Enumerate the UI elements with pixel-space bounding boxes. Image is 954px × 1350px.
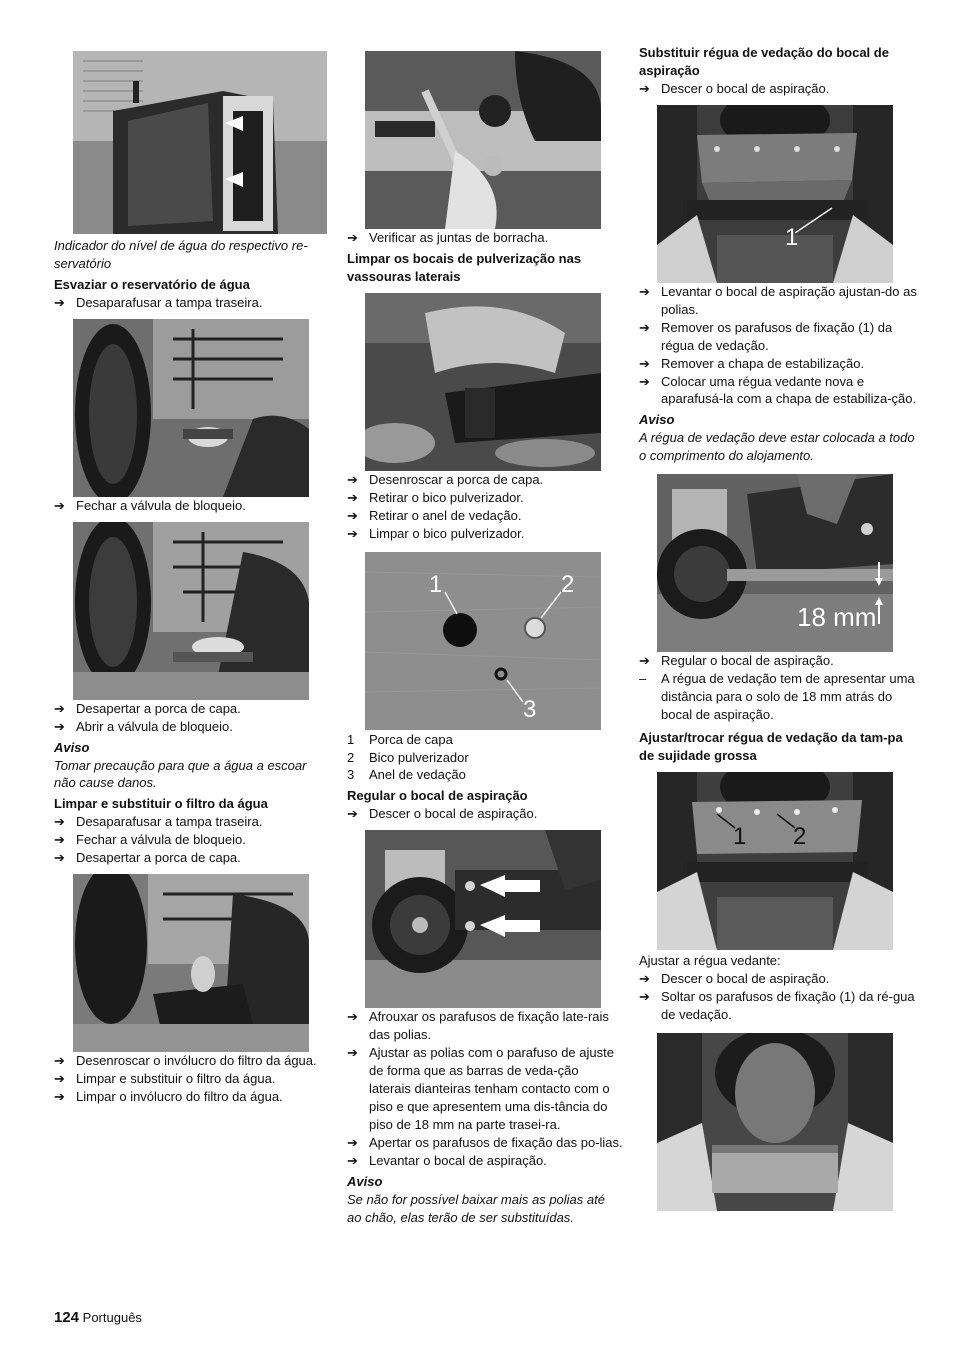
step bbox=[639, 355, 917, 373]
step-text: Desaparafusar a tampa traseira. bbox=[76, 814, 263, 830]
heading-water-filter: Limpar e substituir o filtro da água bbox=[54, 796, 268, 812]
step-text: Regular o bocal de aspiração. bbox=[661, 653, 834, 669]
step bbox=[347, 525, 623, 543]
callout-label-1: 1 bbox=[785, 223, 799, 251]
photo-nozzle-parts bbox=[365, 552, 601, 730]
step-text: Limpar o invólucro do filtro da água. bbox=[76, 1089, 283, 1104]
heading-regulate-nozzle: Regular o bocal de aspiração bbox=[347, 788, 528, 804]
step-text: Retirar o bico pulverizador. bbox=[369, 489, 524, 505]
arrow-icon: ➔ bbox=[54, 1071, 65, 1087]
notice-text: Se não for possível baixar mais as polias até ao chão, elas terão de ser substituídas. bbox=[347, 1191, 605, 1225]
arrow-icon: ➔ bbox=[347, 471, 358, 487]
step-text: Apertar os parafusos de fixação das po-lias. bbox=[369, 1134, 623, 1150]
arrow-icon: ➔ bbox=[639, 970, 650, 986]
step-text: Desaparafusar a tampa traseira. bbox=[76, 294, 263, 310]
photo-filter-housing bbox=[73, 874, 309, 1052]
step bbox=[639, 988, 917, 1024]
step bbox=[54, 849, 330, 867]
step-text: Descer o bocal de aspiração. bbox=[661, 970, 830, 986]
heading-coarse-dirt-flap: Ajustar/trocar régua de vedação da tam-pa de sujidade grossa bbox=[639, 729, 903, 763]
step bbox=[54, 813, 330, 831]
photo-rubber-seals bbox=[365, 51, 601, 229]
step-text: Levantar o bocal de aspiração ajustan-do as polias. bbox=[661, 283, 917, 317]
item-number: 2 bbox=[347, 749, 355, 765]
notice-title: Aviso bbox=[347, 1173, 383, 1189]
parts-list-item bbox=[347, 766, 623, 784]
step bbox=[54, 1070, 330, 1088]
callout-label-3: 3 bbox=[523, 695, 537, 723]
dash-item bbox=[639, 670, 917, 724]
heading-replace-seal: Substituir régua de vedação do bocal de aspiração bbox=[639, 45, 889, 78]
photo-coarse-flap-bottom bbox=[657, 1033, 893, 1211]
photo-vehicle-cab bbox=[73, 51, 327, 234]
step-text: Verificar as juntas de borracha. bbox=[369, 230, 549, 245]
step-text: Desenroscar a porca de capa. bbox=[369, 471, 544, 487]
step bbox=[639, 80, 917, 98]
notice-text: A régua de vedação deve estar colocada a todo o comprimento do alojamento. bbox=[639, 430, 915, 464]
arrow-icon: ➔ bbox=[347, 525, 358, 541]
step-text: Fechar a válvula de bloqueio. bbox=[76, 497, 246, 513]
step bbox=[54, 1088, 330, 1106]
step bbox=[639, 283, 917, 319]
step-text: Desenroscar o invólucro do filtro da água. bbox=[76, 1053, 317, 1069]
arrow-icon: ➔ bbox=[54, 1053, 65, 1069]
step bbox=[639, 970, 917, 988]
callout-label-2: 2 bbox=[561, 570, 575, 598]
step-text: Ajustar as polias com o parafuso de ajuste de forma que as barras de veda-ção laterais dianteiras tenham contacto com o piso e que apresentem uma dis-tância do piso de 18 mm na parte trasei-ra. bbox=[369, 1045, 614, 1132]
step-text: Retirar o anel de vedação. bbox=[369, 507, 522, 523]
caption-water-level: Indicador do nível de água do respectivo re-servatório bbox=[54, 238, 308, 271]
heading-drain-tank: Esvaziar o reservatório de água bbox=[54, 276, 250, 292]
arrow-icon: ➔ bbox=[639, 988, 650, 1004]
step-text: Desapertar a porca de capa. bbox=[76, 700, 241, 716]
arrow-icon: ➔ bbox=[54, 294, 65, 310]
step-text: Descer o bocal de aspiração. bbox=[661, 80, 830, 96]
item-number: 3 bbox=[347, 767, 355, 783]
item-label: Bico pulverizador bbox=[369, 749, 469, 765]
dash-text: A régua de vedação tem de apresentar uma distância para o solo de 18 mm atrás do bocal de aspiração. bbox=[661, 671, 915, 722]
arrow-icon: ➔ bbox=[639, 283, 650, 299]
photo-coarse-flap-seal bbox=[657, 772, 893, 950]
step bbox=[54, 294, 330, 312]
notice-text: Tomar precaução para que a água a escoar não cause danos. bbox=[54, 757, 307, 791]
arrow-icon: ➔ bbox=[54, 718, 65, 734]
step bbox=[347, 1134, 623, 1152]
parts-list-item bbox=[347, 749, 623, 767]
callout-label-1: 1 bbox=[429, 570, 443, 598]
step-text: Remover os parafusos de fixação (1) da régua de vedação. bbox=[661, 319, 893, 353]
footer-language: Português bbox=[82, 1310, 142, 1325]
arrow-icon: ➔ bbox=[347, 1009, 358, 1025]
step bbox=[639, 319, 917, 355]
arrow-icon: ➔ bbox=[54, 850, 65, 866]
arrow-icon: ➔ bbox=[54, 700, 65, 716]
heading-spray-nozzles: Limpar os bocais de pulverização nas vassouras laterais bbox=[347, 250, 582, 284]
step-text: Levantar o bocal de aspiração. bbox=[369, 1152, 547, 1168]
gap-measurement-label: 18 mm bbox=[797, 602, 877, 633]
notice-title: Aviso bbox=[54, 739, 90, 755]
photo-seal-gap-18mm bbox=[657, 474, 893, 652]
photo-rear-valve bbox=[73, 319, 309, 497]
arrow-icon: ➔ bbox=[639, 80, 650, 96]
adjust-intro: Ajustar a régua vedante: bbox=[639, 952, 781, 968]
step bbox=[54, 700, 330, 718]
column-3 bbox=[639, 44, 917, 1211]
arrow-icon: ➔ bbox=[347, 230, 358, 245]
step bbox=[54, 497, 330, 515]
step bbox=[54, 1052, 330, 1070]
step-text: Limpar e substituir o filtro da água. bbox=[76, 1071, 276, 1087]
photo-caster-adjustment bbox=[365, 830, 601, 1008]
item-label: Porca de capa bbox=[369, 731, 453, 747]
arrow-icon: ➔ bbox=[639, 373, 650, 389]
step bbox=[347, 507, 623, 525]
item-label: Anel de vedação bbox=[369, 767, 466, 783]
step-text: Descer o bocal de aspiração. bbox=[369, 806, 538, 822]
step bbox=[347, 1152, 623, 1170]
step bbox=[347, 1008, 623, 1044]
arrow-icon: ➔ bbox=[54, 814, 65, 830]
arrow-icon: ➔ bbox=[347, 1134, 358, 1150]
step-text: Desapertar a porca de capa. bbox=[76, 850, 241, 866]
page-number: 124 bbox=[54, 1309, 80, 1326]
step bbox=[54, 718, 330, 736]
callout-label-1: 1 bbox=[733, 822, 747, 850]
arrow-icon: ➔ bbox=[347, 1152, 358, 1168]
step bbox=[347, 471, 623, 489]
dash-icon: – bbox=[639, 671, 647, 687]
notice-title: Aviso bbox=[639, 412, 675, 428]
arrow-icon: ➔ bbox=[54, 497, 65, 513]
step bbox=[54, 831, 330, 849]
photo-side-broom-nozzle bbox=[365, 293, 601, 471]
step-text: Remover a chapa de estabilização. bbox=[661, 355, 865, 371]
callout-label-2: 2 bbox=[793, 822, 807, 850]
arrow-icon: ➔ bbox=[347, 806, 358, 822]
step bbox=[347, 1044, 623, 1134]
arrow-icon: ➔ bbox=[639, 653, 650, 669]
arrow-icon: ➔ bbox=[54, 832, 65, 848]
arrow-icon: ➔ bbox=[639, 319, 650, 335]
step-text: Fechar a válvula de bloqueio. bbox=[76, 832, 246, 848]
step bbox=[639, 373, 917, 409]
step bbox=[639, 652, 917, 670]
arrow-icon: ➔ bbox=[347, 507, 358, 523]
step bbox=[347, 229, 623, 247]
photo-suction-nozzle-front bbox=[657, 105, 893, 283]
column-2 bbox=[347, 44, 623, 1227]
arrow-icon: ➔ bbox=[54, 1089, 65, 1104]
photo-coupling-nut bbox=[73, 522, 309, 700]
step-text: Colocar uma régua vedante nova e aparafusá-la com a chapa de estabiliza-ção. bbox=[661, 373, 917, 407]
step-text: Limpar o bico pulverizador. bbox=[369, 525, 525, 541]
arrow-icon: ➔ bbox=[639, 355, 650, 371]
item-number: 1 bbox=[347, 731, 355, 747]
arrow-icon: ➔ bbox=[347, 1045, 358, 1061]
step-text: Afrouxar os parafusos de fixação late-rais das polias. bbox=[369, 1009, 609, 1043]
parts-list-item bbox=[347, 731, 623, 749]
step-text: Abrir a válvula de bloqueio. bbox=[76, 718, 233, 734]
page-footer bbox=[54, 1308, 142, 1329]
step bbox=[347, 805, 623, 823]
step-text: Soltar os parafusos de fixação (1) da ré-gua de vedação. bbox=[661, 988, 915, 1022]
arrow-icon: ➔ bbox=[347, 489, 358, 505]
column-1 bbox=[54, 44, 330, 1106]
step bbox=[347, 489, 623, 507]
